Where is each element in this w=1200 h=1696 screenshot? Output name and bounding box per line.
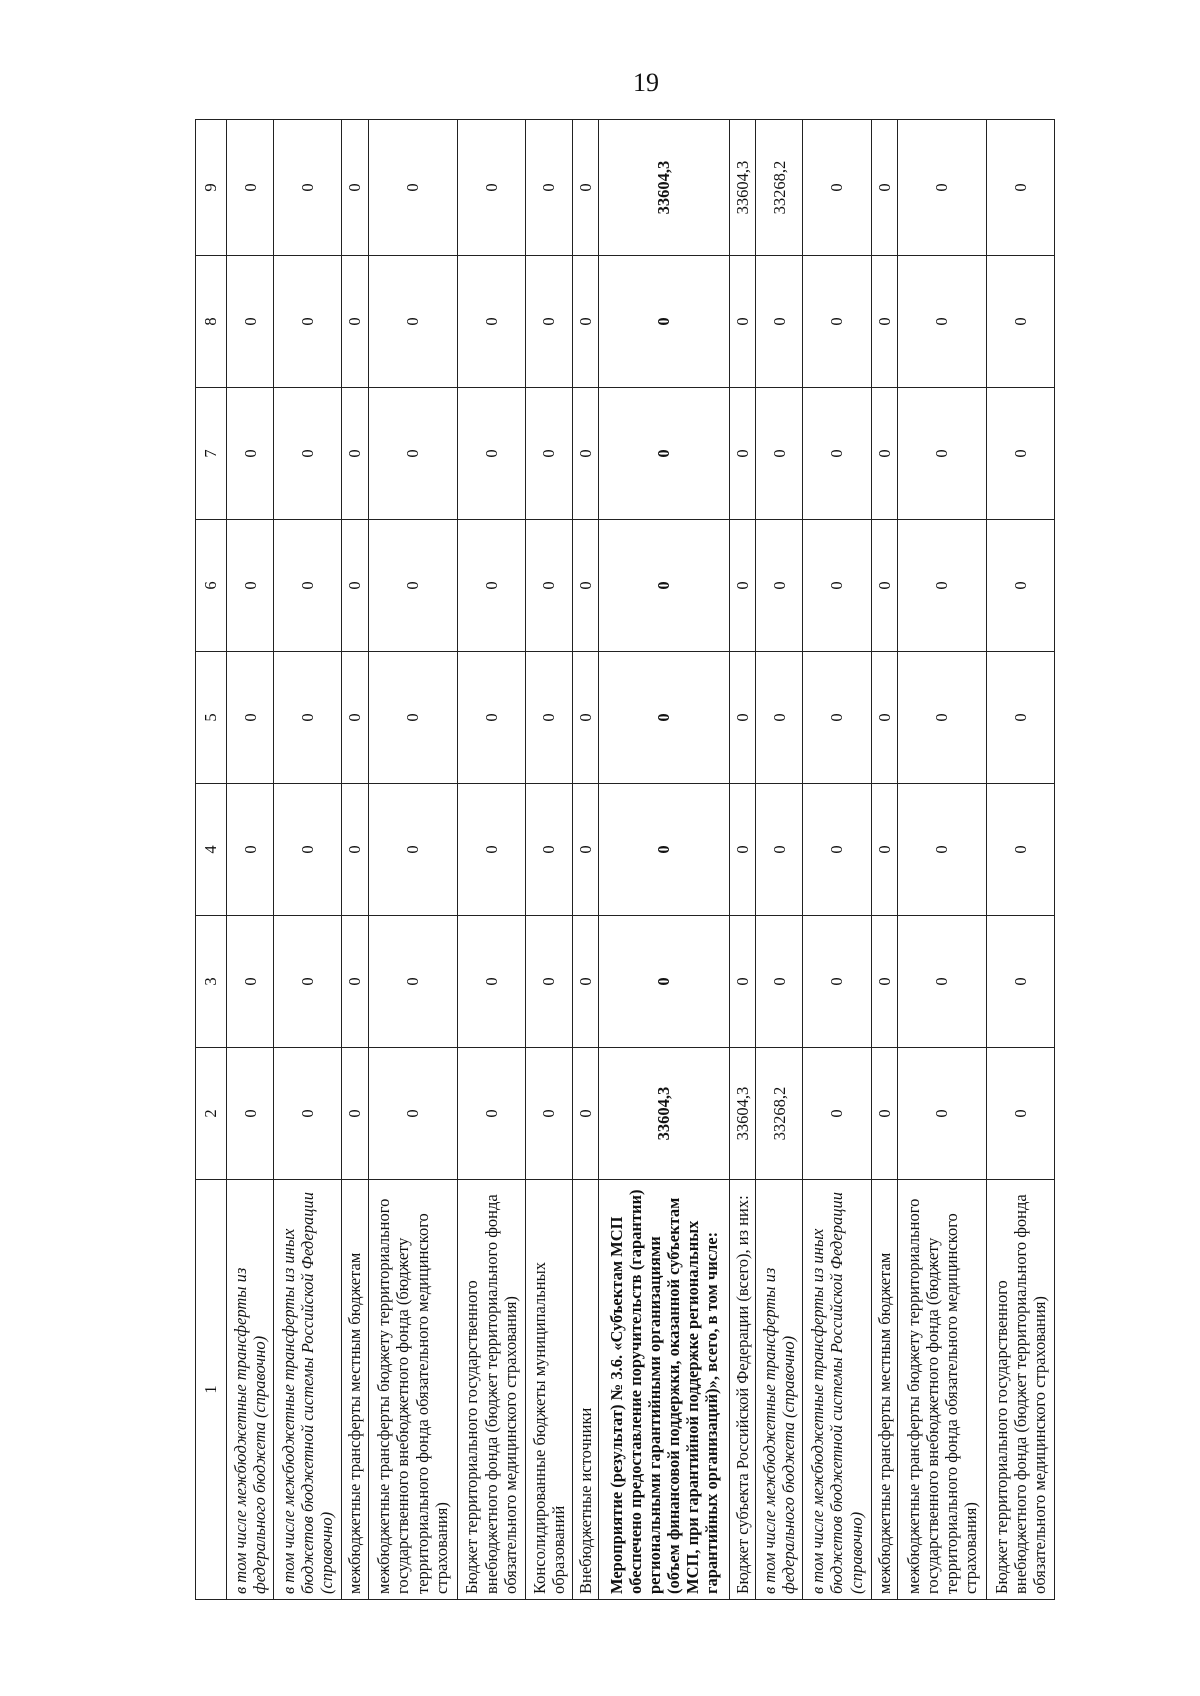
value-cell: 0: [572, 256, 598, 388]
row-label: в том числе межбюджетные трансферты из иных бюджетов бюджетной системы Российской Федерации (справочно): [803, 1180, 871, 1600]
value-cell: 0: [871, 1048, 897, 1180]
value-cell: 0: [457, 784, 525, 916]
value-cell: 0: [986, 388, 1054, 520]
value-cell: 0: [572, 120, 598, 256]
column-header: 4: [196, 784, 227, 916]
value-cell: 0: [897, 520, 986, 652]
value-cell: 0: [227, 256, 274, 388]
row-label: Бюджет субъекта Российской Федерации (всего), из них:: [729, 1180, 755, 1600]
value-cell: 0: [897, 916, 986, 1048]
value-cell: 0: [599, 652, 730, 784]
row-label: межбюджетные трансферты местным бюджетам: [871, 1180, 897, 1600]
value-cell: 0: [756, 388, 803, 520]
value-cell: 33604,3: [599, 120, 730, 256]
value-cell: 33268,2: [756, 1048, 803, 1180]
value-cell: 0: [871, 784, 897, 916]
value-cell: 0: [572, 652, 598, 784]
value-cell: 0: [729, 256, 755, 388]
value-cell: 33604,3: [599, 1048, 730, 1180]
value-cell: 0: [871, 916, 897, 1048]
row-label: межбюджетные трансферты местным бюджетам: [342, 1180, 368, 1600]
value-cell: 0: [871, 652, 897, 784]
table-row: [986, 120, 1054, 1600]
column-header: 2: [196, 1048, 227, 1180]
value-cell: 0: [274, 1048, 342, 1180]
value-cell: 0: [756, 784, 803, 916]
value-cell: 0: [986, 916, 1054, 1048]
header-row: [196, 120, 227, 1600]
table-row: [457, 120, 525, 1600]
row-label: в том числе межбюджетные трансферты из федерального бюджета (справочно): [756, 1180, 803, 1600]
value-cell: 0: [457, 256, 525, 388]
value-cell: 0: [525, 916, 572, 1048]
value-cell: 0: [342, 652, 368, 784]
value-cell: 0: [897, 1048, 986, 1180]
value-cell: 0: [803, 256, 871, 388]
table-body: [227, 120, 1055, 1600]
row-label: Бюджет территориального государственного внебюджетного фонда (бюджет территориального фонда обязательного медицинского страхования): [457, 1180, 525, 1600]
row-label: Бюджет территориального государственного внебюджетного фонда (бюджет территориального фонда обязательного медицинского страхования): [986, 1180, 1054, 1600]
value-cell: 0: [368, 784, 457, 916]
value-cell: 0: [342, 916, 368, 1048]
value-cell: 0: [368, 256, 457, 388]
value-cell: 0: [457, 120, 525, 256]
column-header: 5: [196, 652, 227, 784]
value-cell: 0: [227, 520, 274, 652]
value-cell: 0: [871, 520, 897, 652]
value-cell: 0: [803, 784, 871, 916]
table-row: [803, 120, 871, 1600]
value-cell: 0: [986, 652, 1054, 784]
row-label: межбюджетные трансферты бюджету территориального государственного внебюджетного фонда (бюджету территориального фонда обязательного медицинского страхования): [368, 1180, 457, 1600]
row-label: Мероприятие (результат) № 3.6. «Субъектам МСП обеспечено предоставление поручительств (гарантии) региональными гарантийными организациями (объем финансовой поддержки, оказанной субъектам МСП, при гарантийной поддержке региональных гарантийных организаций)», всего, в том числе:: [599, 1180, 730, 1600]
value-cell: 0: [986, 520, 1054, 652]
value-cell: 0: [274, 916, 342, 1048]
value-cell: 0: [342, 388, 368, 520]
value-cell: 0: [274, 652, 342, 784]
value-cell: 0: [227, 1048, 274, 1180]
value-cell: 0: [756, 916, 803, 1048]
value-cell: 0: [525, 256, 572, 388]
value-cell: 0: [729, 652, 755, 784]
value-cell: 0: [525, 120, 572, 256]
table-row: [599, 120, 730, 1600]
value-cell: 0: [897, 388, 986, 520]
row-label: в том числе межбюджетные трансферты из иных бюджетов бюджетной системы Российской Федерации (справочно): [274, 1180, 342, 1600]
value-cell: 33268,2: [756, 120, 803, 256]
value-cell: 0: [599, 388, 730, 520]
table-row: [368, 120, 457, 1600]
value-cell: 0: [756, 652, 803, 784]
value-cell: 0: [803, 120, 871, 256]
table-row: [342, 120, 368, 1600]
value-cell: 0: [274, 784, 342, 916]
table-row: [729, 120, 755, 1600]
value-cell: 0: [274, 256, 342, 388]
value-cell: 0: [368, 120, 457, 256]
value-cell: 0: [457, 388, 525, 520]
value-cell: 0: [803, 652, 871, 784]
column-header: 3: [196, 916, 227, 1048]
value-cell: 0: [525, 784, 572, 916]
value-cell: 0: [342, 1048, 368, 1180]
row-label: в том числе межбюджетные трансферты из федерального бюджета (справочно): [227, 1180, 274, 1600]
value-cell: 0: [525, 652, 572, 784]
value-cell: 0: [729, 520, 755, 652]
value-cell: 0: [227, 784, 274, 916]
value-cell: 0: [871, 256, 897, 388]
table-row: [227, 120, 274, 1600]
value-cell: 0: [342, 784, 368, 916]
value-cell: 0: [227, 652, 274, 784]
value-cell: 0: [368, 1048, 457, 1180]
value-cell: 0: [572, 520, 598, 652]
value-cell: 0: [897, 256, 986, 388]
value-cell: 0: [871, 388, 897, 520]
value-cell: 0: [897, 652, 986, 784]
value-cell: 0: [729, 784, 755, 916]
table-row: [274, 120, 342, 1600]
value-cell: 0: [457, 1048, 525, 1180]
column-header: 9: [196, 120, 227, 256]
value-cell: 0: [227, 120, 274, 256]
value-cell: 0: [803, 520, 871, 652]
value-cell: 0: [986, 120, 1054, 256]
value-cell: 0: [227, 388, 274, 520]
value-cell: 0: [525, 1048, 572, 1180]
column-header: 8: [196, 256, 227, 388]
value-cell: 0: [756, 520, 803, 652]
value-cell: 0: [368, 916, 457, 1048]
value-cell: 0: [572, 1048, 598, 1180]
table-row: [871, 120, 897, 1600]
value-cell: 0: [525, 520, 572, 652]
value-cell: 0: [729, 916, 755, 1048]
value-cell: 33604,3: [729, 120, 755, 256]
value-cell: 0: [368, 652, 457, 784]
value-cell: 0: [457, 520, 525, 652]
value-cell: 0: [599, 256, 730, 388]
value-cell: 0: [572, 388, 598, 520]
budget-table: [195, 119, 1055, 1600]
budget-table-container: [195, 120, 1055, 1600]
value-cell: 0: [274, 388, 342, 520]
value-cell: 0: [986, 256, 1054, 388]
value-cell: 0: [274, 520, 342, 652]
value-cell: 0: [599, 520, 730, 652]
value-cell: 0: [803, 388, 871, 520]
value-cell: 0: [599, 916, 730, 1048]
value-cell: 0: [803, 916, 871, 1048]
row-label: Консолидированные бюджеты муниципальных образований: [525, 1180, 572, 1600]
value-cell: 0: [342, 520, 368, 652]
page-number: 19: [633, 68, 659, 97]
value-cell: 0: [986, 784, 1054, 916]
value-cell: 0: [457, 916, 525, 1048]
value-cell: 0: [871, 120, 897, 256]
value-cell: 0: [572, 784, 598, 916]
value-cell: 0: [368, 520, 457, 652]
column-header: 1: [196, 1180, 227, 1600]
value-cell: 33604,3: [729, 1048, 755, 1180]
value-cell: 0: [756, 256, 803, 388]
column-header: 6: [196, 520, 227, 652]
value-cell: 0: [572, 916, 598, 1048]
value-cell: 0: [803, 1048, 871, 1180]
value-cell: 0: [227, 916, 274, 1048]
value-cell: 0: [897, 120, 986, 256]
column-header: 7: [196, 388, 227, 520]
value-cell: 0: [274, 120, 342, 256]
value-cell: 0: [986, 1048, 1054, 1180]
row-label: межбюджетные трансферты бюджету территориального государственного внебюджетного фонда (бюджету территориального фонда обязательного медицинского страхования): [897, 1180, 986, 1600]
value-cell: 0: [342, 256, 368, 388]
value-cell: 0: [897, 784, 986, 916]
value-cell: 0: [342, 120, 368, 256]
table-row: [756, 120, 803, 1600]
value-cell: 0: [729, 388, 755, 520]
value-cell: 0: [457, 652, 525, 784]
value-cell: 0: [525, 388, 572, 520]
row-label: Внебюджетные источники: [572, 1180, 598, 1600]
table-row: [525, 120, 572, 1600]
value-cell: 0: [368, 388, 457, 520]
value-cell: 0: [599, 784, 730, 916]
table-row: [572, 120, 598, 1600]
table-row: [897, 120, 986, 1600]
